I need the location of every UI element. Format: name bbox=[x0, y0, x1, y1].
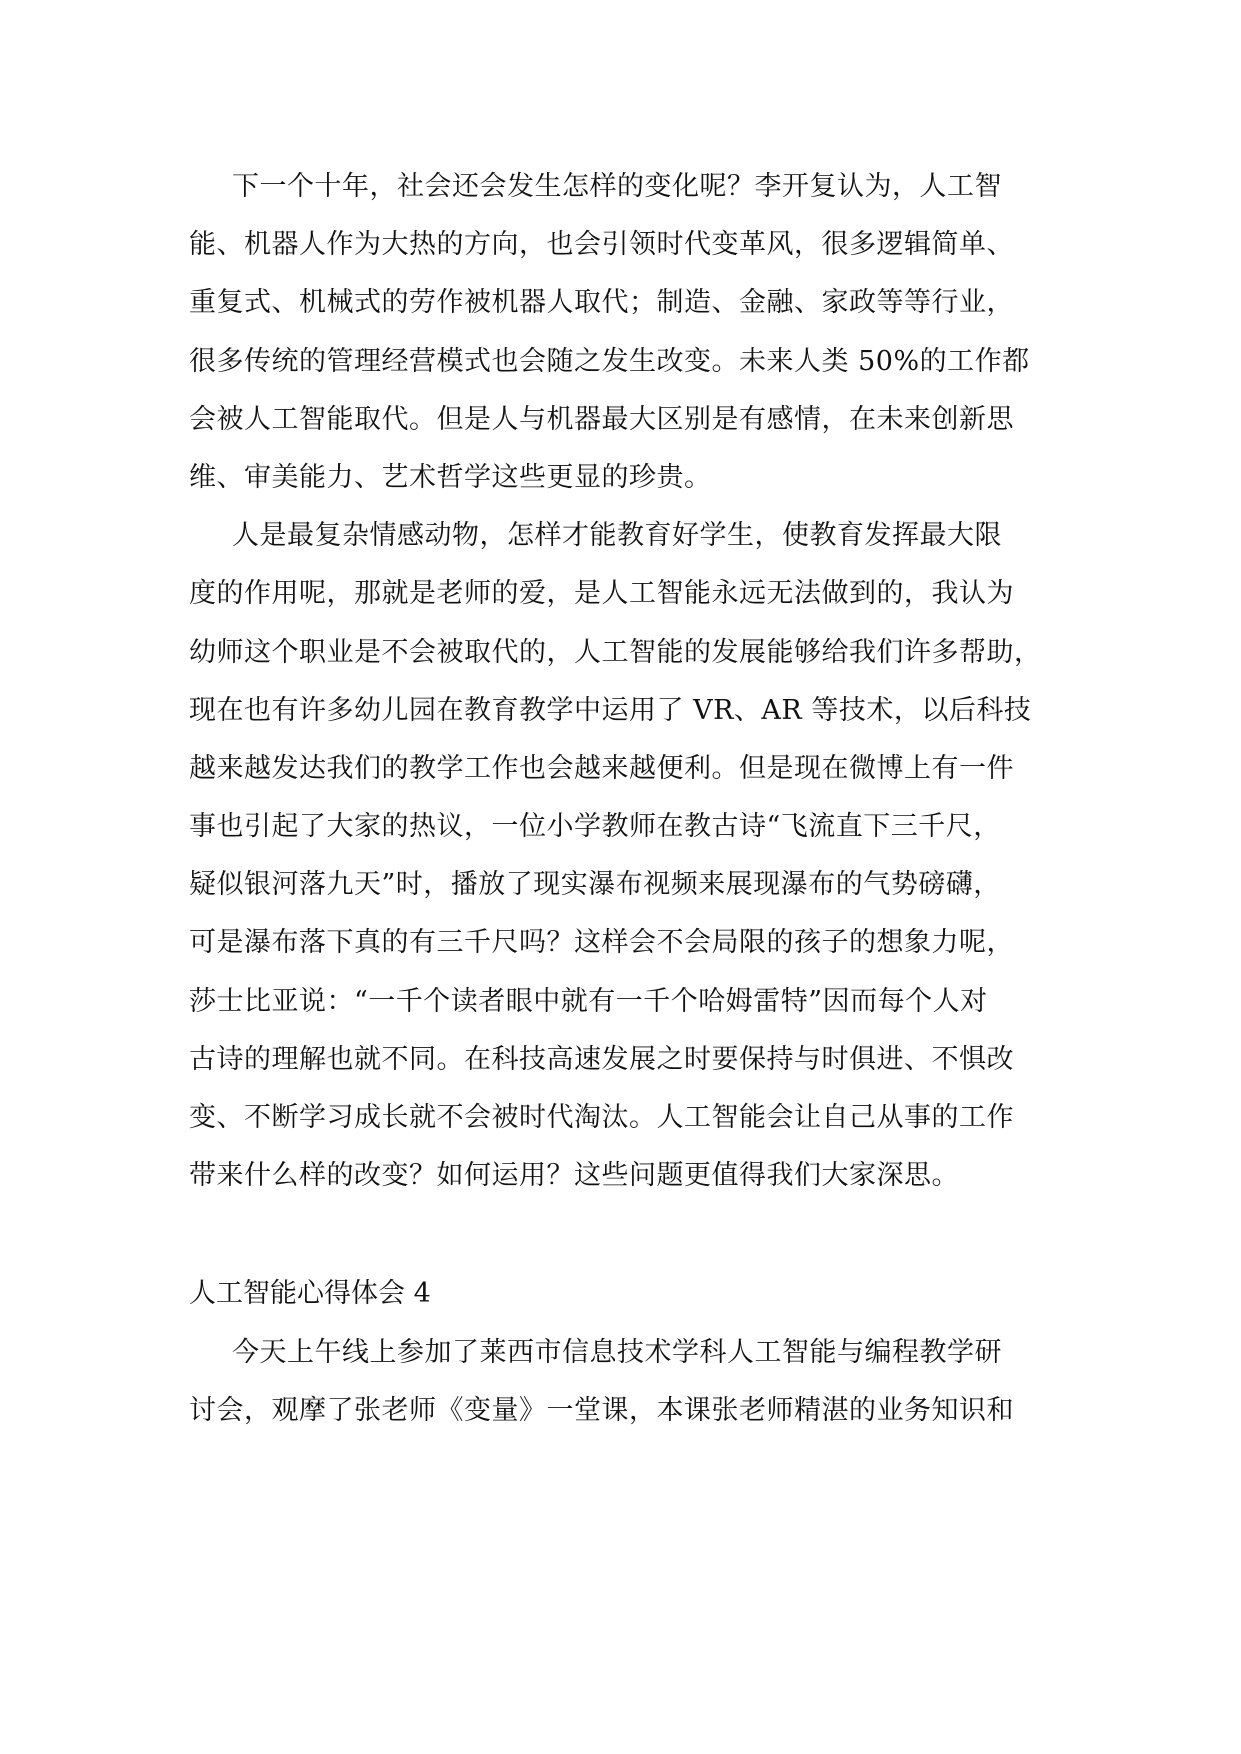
paragraph-3 bbox=[189, 1324, 1053, 1440]
paragraph-line: 人是最复杂情感动物，怎样才能教育好学生，使教育发挥最大限 bbox=[232, 520, 1002, 552]
paragraph-line: 能、机器人作为大热的方向，也会引领时代变革风，很多逻辑简单、 bbox=[189, 229, 1014, 261]
paragraph-line: 重复式、机械式的劳作被机器人取代；制造、金融、家政等等行业， bbox=[189, 287, 1014, 319]
paragraph-line: 越来越发达我们的教学工作也会越来越便利。但是现在微博上有一件 bbox=[189, 752, 1014, 784]
paragraph-line: 带来什么样的改变？如何运用？这些问题更值得我们大家深思。 bbox=[189, 1160, 959, 1192]
paragraph-line: 可是瀑布落下真的有三千尺吗？这样会不会局限的孩子的想象力呢， bbox=[189, 927, 1014, 959]
paragraph-line: 古诗的理解也就不同。在科技高速发展之时要保持与时俱进、不惧改 bbox=[189, 1043, 1014, 1075]
paragraph-line: 事也引起了大家的热议，一位小学教师在教古诗“飞流直下三千尺， bbox=[189, 811, 1001, 843]
paragraph-line: 今天上午线上参加了莱西市信息技术学科人工智能与编程教学研 bbox=[232, 1336, 1002, 1368]
paragraph-1 bbox=[189, 158, 1053, 507]
paragraph-line: 疑似银河落九天”时，播放了现实瀑布视频来展现瀑布的气势磅礴， bbox=[189, 869, 1001, 901]
paragraph-line: 变、不断学习成长就不会被时代淘汰。人工智能会让自己从事的工作 bbox=[189, 1102, 1014, 1133]
paragraph-line: 莎士比亚说：“一千个读者眼中就有一千个哈姆雷特”因而每个人对 bbox=[189, 985, 988, 1017]
document-body bbox=[189, 158, 1053, 1440]
paragraph-line: 很多传统的管理经营模式也会随之发生改变。未来人类 50%的工作都 bbox=[189, 345, 1030, 377]
paragraph-line: 会被人工智能取代。但是人与机器最大区别是有感情，在未来创新思 bbox=[189, 403, 1014, 435]
section-spacer bbox=[189, 1205, 1053, 1263]
section-heading: 人工智能心得体会 4 bbox=[189, 1277, 431, 1309]
paragraph-line: 维、审美能力、艺术哲学这些更显的珍贵。 bbox=[189, 461, 712, 493]
paragraph-line: 现在也有许多幼儿园在教育教学中运用了 VR、AR 等技术，以后科技 bbox=[189, 694, 1032, 726]
paragraph-line: 幼师这个职业是不会被取代的，人工智能的发展能够给我们许多帮助， bbox=[189, 636, 1042, 668]
paragraph-line: 讨会，观摩了张老师《变量》一堂课，本课张老师精湛的业务知识和 bbox=[189, 1394, 1014, 1426]
paragraph-2 bbox=[189, 507, 1053, 1205]
paragraph-line: 度的作用呢，那就是老师的爱，是人工智能永远无法做到的，我认为 bbox=[189, 578, 1014, 610]
paragraph-line: 下一个十年，社会还会发生怎样的变化呢？李开复认为，人工智 bbox=[232, 171, 1002, 202]
